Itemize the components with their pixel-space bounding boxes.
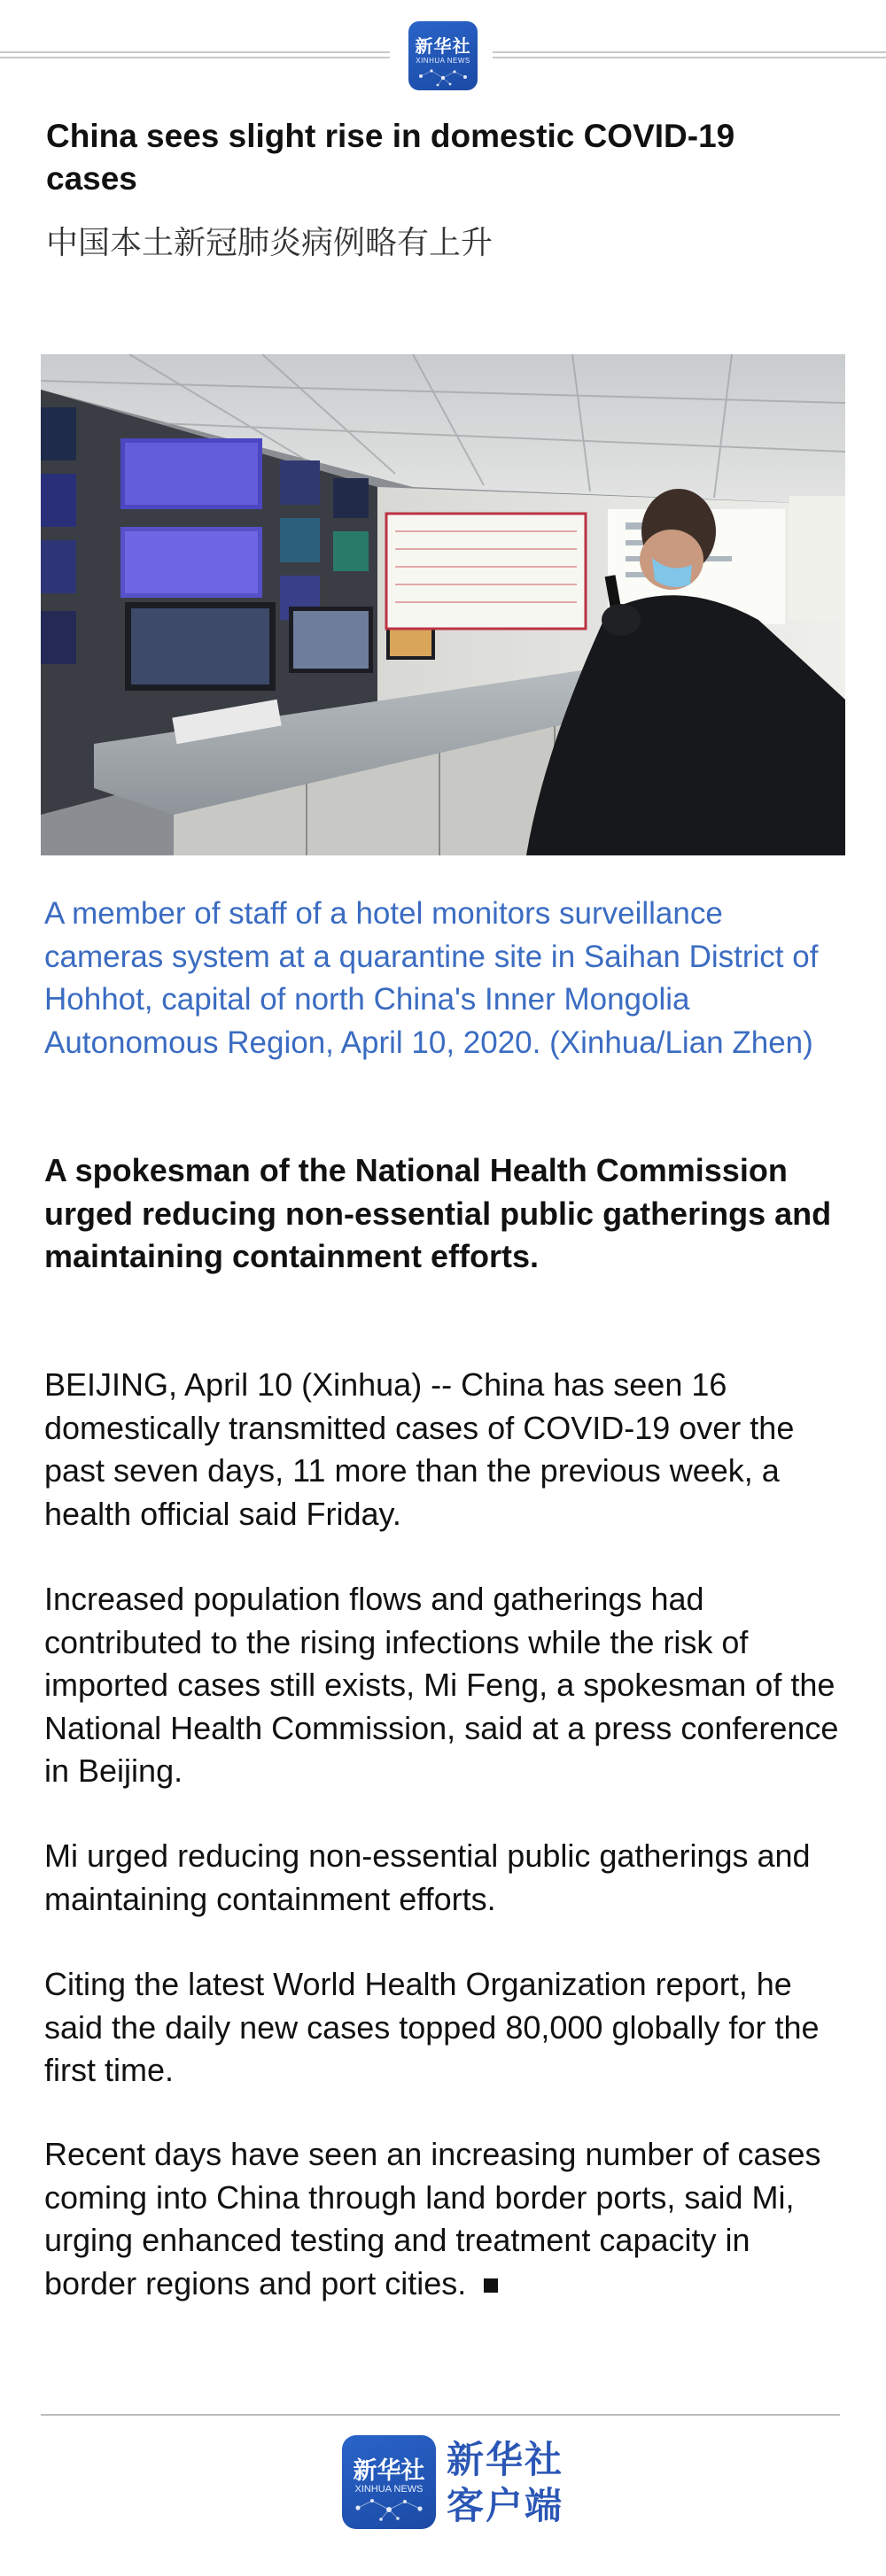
xinhua-app-name[interactable] bbox=[447, 2437, 571, 2529]
network-dots-icon bbox=[408, 64, 478, 90]
xinhua-app-name-line1: 新华社 bbox=[447, 2438, 564, 2481]
article-title: China sees slight rise in domestic COVID-19 cases bbox=[46, 118, 735, 197]
xinhua-app-logo-subtext: XINHUA NEWS bbox=[354, 2484, 424, 2495]
photo-surveillance-room-icon bbox=[41, 354, 845, 855]
article-lead: A spokesman of the National Health Commission urged reducing non-essential public gatherings and maintaining containment efforts. bbox=[44, 1152, 832, 1274]
xinhua-app-logo-text: 新华社 bbox=[353, 2457, 425, 2485]
xinhua-logo-text: 新华社 bbox=[415, 35, 471, 57]
body-paragraph-text: Recent days have seen an increasing number of cases coming into China through land border ports, said Mi, urging enhanced testing and treatment capacity in border regions and port cities. bbox=[44, 2136, 821, 2301]
body-paragraph-last bbox=[44, 2133, 842, 2305]
footer-divider bbox=[41, 2414, 840, 2416]
xinhua-app-logo[interactable] bbox=[342, 2435, 436, 2529]
article-photo[interactable] bbox=[41, 354, 845, 855]
body-paragraph: Mi urged reducing non-essential public gatherings and maintaining containment efforts. bbox=[44, 1837, 811, 1917]
body-paragraph: Increased population flows and gatherings had contributed to the rising infections while the risk of imported cases still exists, Mi Feng, a spokesman of the National Health Commission, said at a press conference in Beijing. bbox=[44, 1581, 839, 1789]
xinhua-app-name-line2: 客户端 bbox=[447, 2484, 564, 2527]
masthead-rule-left bbox=[0, 51, 390, 58]
xinhua-logo-subtext: XINHUA NEWS bbox=[416, 57, 470, 65]
photo-caption: A member of staff of a hotel monitors surveillance cameras system at a quarantine site in Saihan District of Hohhot, capital of north China's Inner Mongolia Autonomous Region, April 10, 2020. (Xinhua/Lian Zhen) bbox=[44, 896, 819, 1060]
end-of-article-icon bbox=[484, 2278, 498, 2293]
body-paragraph: Citing the latest World Health Organization report, he said the daily new cases topped 80,000 globally for the first time. bbox=[44, 1966, 820, 2088]
article-title-chinese: 中国本土新冠肺炎病例略有上升 bbox=[46, 225, 494, 261]
masthead bbox=[0, 18, 886, 97]
body-paragraph: BEIJING, April 10 (Xinhua) -- China has seen 16 domestically transmitted cases of COVID-19 over the past seven days, 11 more than the previous week, a health official said Friday. bbox=[44, 1366, 795, 1532]
masthead-rule-right bbox=[493, 51, 886, 58]
xinhua-logo[interactable] bbox=[408, 21, 478, 90]
network-dots-icon bbox=[342, 2492, 436, 2529]
